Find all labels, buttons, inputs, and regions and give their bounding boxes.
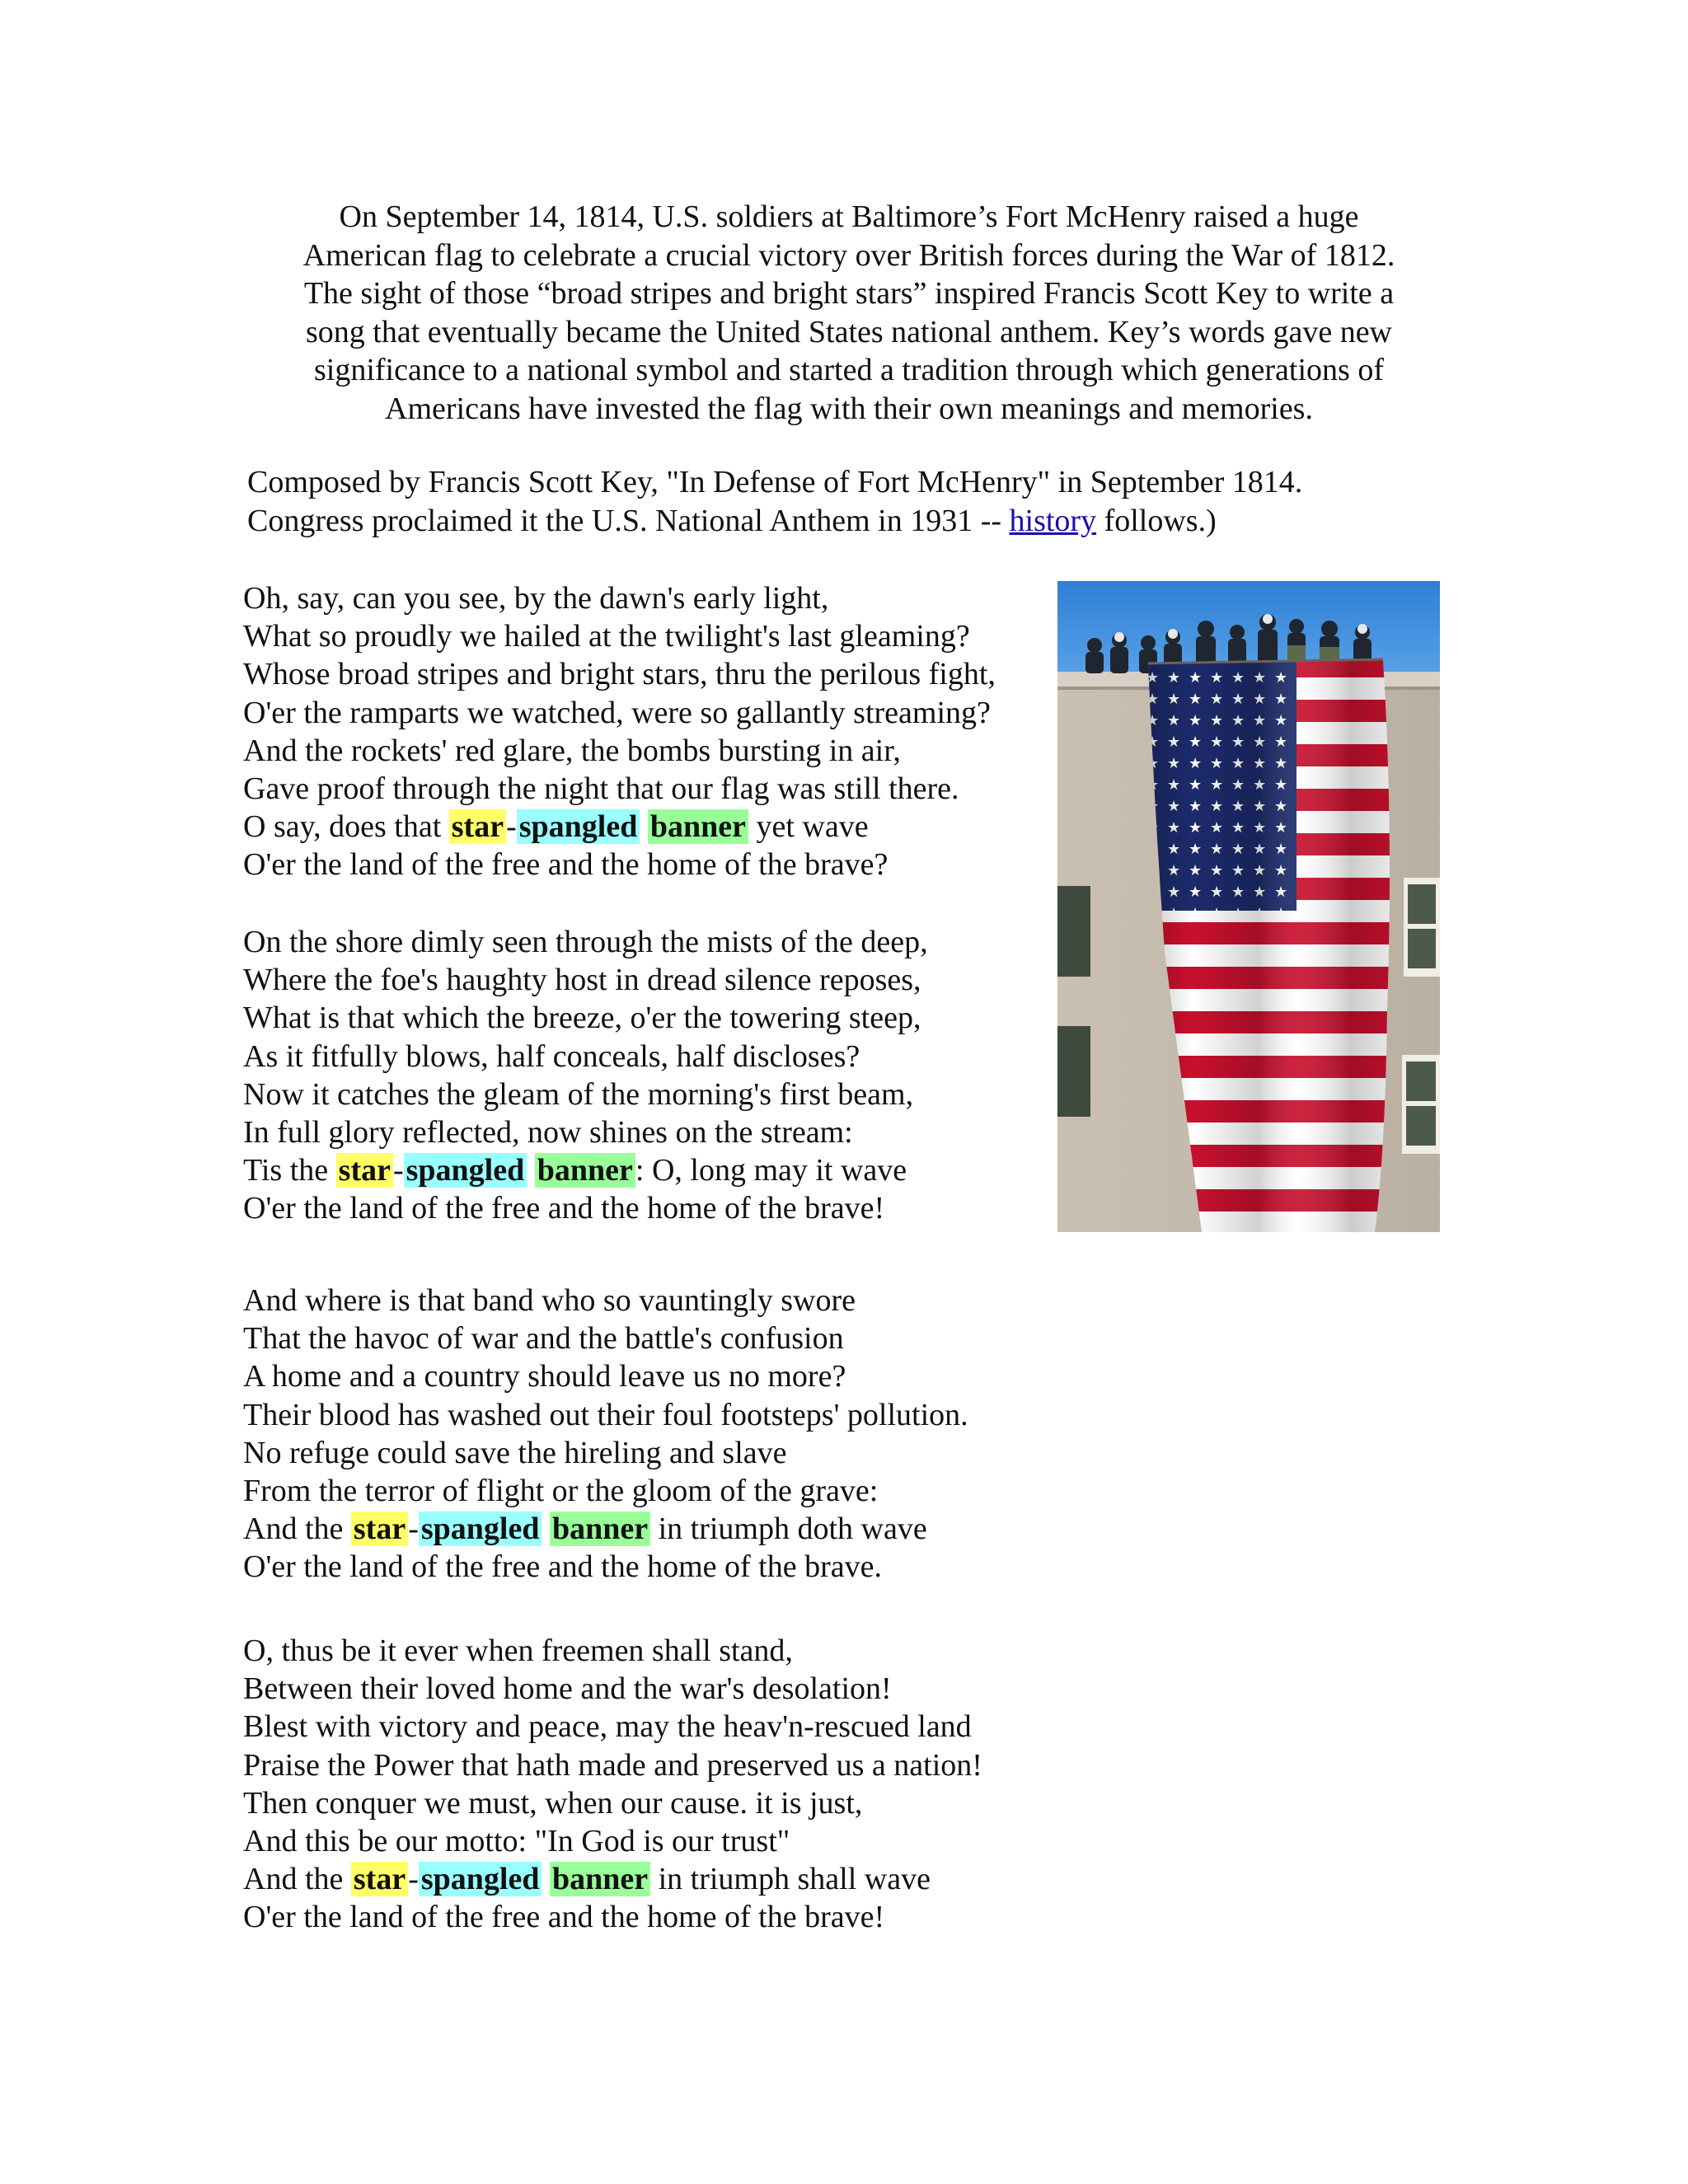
refrain-text: And the xyxy=(243,1511,351,1547)
verse-line: O'er the land of the free and the home of the brave. xyxy=(243,1549,882,1585)
intro-line: Americans have invested the flag with their own meanings and memories. xyxy=(385,391,1313,426)
verse-line: Blest with victory and peace, may the heav'n-rescued land xyxy=(243,1709,972,1745)
hyphen: - xyxy=(506,809,517,845)
verse-line: A home and a country should leave us no more? xyxy=(243,1359,846,1394)
verse-line: O'er the land of the free and the home of the brave! xyxy=(243,1191,885,1226)
stanza-3 xyxy=(243,1282,1067,1586)
refrain-line xyxy=(243,1860,1067,1898)
verse-line: O'er the land of the free and the home of the brave? xyxy=(243,847,889,883)
verse-line: And this be our motto: "In God is our trust" xyxy=(243,1824,790,1859)
verse-line: Between their loved home and the war's desolation! xyxy=(243,1671,892,1707)
verse-line: No refuge could save the hireling and slave xyxy=(243,1435,787,1470)
verse-line: Their blood has washed out their foul footsteps' pollution. xyxy=(243,1397,968,1432)
highlight-banner: banner xyxy=(550,1862,650,1896)
highlight-star: star xyxy=(449,809,506,844)
intro-line: On September 14, 1814, U.S. soldiers at Baltimore’s Fort McHenry raised a huge xyxy=(339,199,1359,234)
verse-line: As it fitfully blows, half conceals, half discloses? xyxy=(243,1038,860,1074)
verse-line: And where is that band who so vauntingly swore xyxy=(243,1283,856,1318)
refrain-line xyxy=(243,1510,1067,1548)
flag-photo xyxy=(1057,581,1440,1232)
highlight-spangled: spangled xyxy=(404,1153,528,1188)
highlight-star: star xyxy=(351,1862,408,1896)
composed-line-2 xyxy=(247,502,1484,541)
refrain-line xyxy=(243,808,1067,846)
intro-paragraph xyxy=(247,198,1451,428)
refrain-text: yet wave xyxy=(748,809,869,845)
stanza-1 xyxy=(243,579,1067,884)
verse-line: O, thus be it ever when freemen shall stand, xyxy=(243,1633,793,1668)
highlight-star: star xyxy=(351,1511,408,1546)
verse-line: That the havoc of war and the battle's confusion xyxy=(243,1321,844,1357)
verse-line: Oh, say, can you see, by the dawn's early light, xyxy=(243,581,829,616)
hyphen: - xyxy=(408,1511,419,1547)
history-link[interactable]: history xyxy=(1009,503,1097,538)
verse-line: On the shore dimly seen through the mists of the deep, xyxy=(243,925,928,959)
verse-line: Now it catches the gleam of the morning's first beam, xyxy=(243,1076,914,1112)
highlight-star: star xyxy=(336,1153,393,1188)
refrain-text: O say, does that xyxy=(243,809,449,845)
intro-line: song that eventually became the United States national anthem. Key’s words gave new xyxy=(305,314,1392,349)
verse-line: Where the foe's haughty host in dread silence reposes, xyxy=(243,963,921,998)
verse-line: In full glory reflected, now shines on the stream: xyxy=(243,1115,853,1151)
highlight-banner: banner xyxy=(550,1511,650,1546)
intro-line: The sight of those “broad stripes and bright stars” inspired Francis Scott Key to write a xyxy=(303,276,1395,311)
refrain-text: Tis the xyxy=(243,1153,336,1188)
verse-line: O'er the ramparts we watched, were so gallantly streaming? xyxy=(243,695,991,730)
hyphen: - xyxy=(408,1862,419,1897)
verse-line: Then conquer we must, when our cause. it is just, xyxy=(243,1785,863,1821)
verse-line: What so proudly we hailed at the twilight's last gleaming? xyxy=(243,619,970,654)
composed-text: Congress proclaimed it the U.S. National Anthem in 1931 -- xyxy=(247,503,1010,538)
intro-line: American flag to celebrate a crucial victory over British forces during the War of 1812. xyxy=(302,237,1395,273)
verse-line: What is that which the breeze, o'er the towering steep, xyxy=(243,1001,921,1036)
stanza-4 xyxy=(243,1632,1067,1937)
refrain-text: : O, long may it wave xyxy=(635,1153,907,1188)
highlight-spangled: spangled xyxy=(517,809,640,844)
highlight-banner: banner xyxy=(535,1153,635,1188)
verse-line: O'er the land of the free and the home of the brave! xyxy=(243,1900,885,1935)
verse-line: Gave proof through the night that our flag was still there. xyxy=(243,771,959,807)
refrain-text: in triumph doth wave xyxy=(650,1511,927,1547)
stanza-2 xyxy=(243,923,1067,1228)
verse-line: And the rockets' red glare, the bombs bursting in air, xyxy=(243,733,901,768)
refrain-text: And the xyxy=(243,1862,351,1897)
verse-line: Whose broad stripes and bright stars, thru the perilous fight, xyxy=(243,657,996,692)
intro-line: significance to a national symbol and started a tradition through which generations of xyxy=(314,353,1384,387)
refrain-line xyxy=(243,1151,1067,1189)
highlight-spangled: spangled xyxy=(419,1862,542,1896)
hyphen: - xyxy=(392,1153,404,1188)
refrain-text: in triumph shall wave xyxy=(650,1862,931,1897)
highlight-banner: banner xyxy=(648,809,748,844)
composed-note xyxy=(247,463,1484,540)
verse-line: From the terror of flight or the gloom of the grave: xyxy=(243,1474,879,1509)
composed-line-1: Composed by Francis Scott Key, "In Defense of Fort McHenry" in September 1814. xyxy=(247,465,1303,499)
flag-photo-illustration xyxy=(1057,581,1440,1232)
composed-text-end: follows.) xyxy=(1096,503,1217,538)
verse-line: Praise the Power that hath made and preserved us a nation! xyxy=(243,1747,982,1783)
highlight-spangled: spangled xyxy=(419,1511,542,1546)
